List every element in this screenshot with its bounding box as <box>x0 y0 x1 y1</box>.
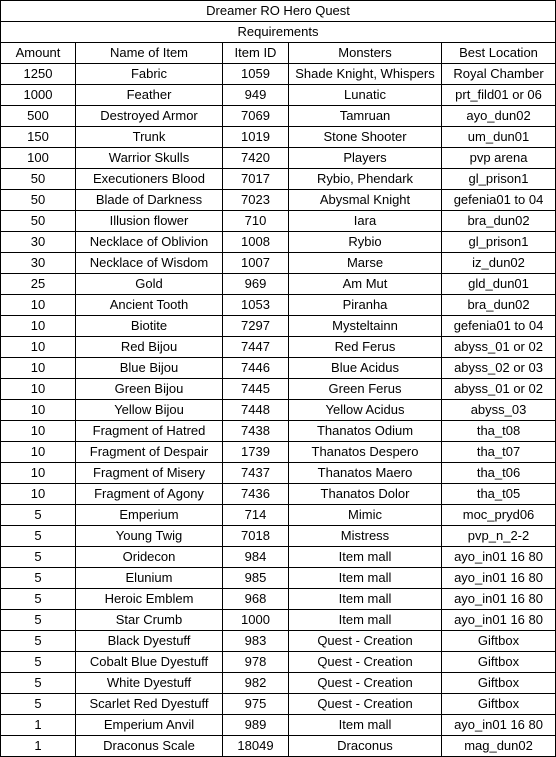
cell-amount: 1 <box>1 715 76 736</box>
cell-item-id: 949 <box>223 85 289 106</box>
cell-best-location: ayo_in01 16 80 <box>442 715 556 736</box>
cell-monsters: Quest - Creation <box>289 673 442 694</box>
header-name-of-item: Name of Item <box>76 43 223 64</box>
cell-monsters: Shade Knight, Whispers <box>289 64 442 85</box>
cell-monsters: Rybio, Phendark <box>289 169 442 190</box>
cell-item-id: 7445 <box>223 379 289 400</box>
cell-monsters: Stone Shooter <box>289 127 442 148</box>
cell-amount: 5 <box>1 631 76 652</box>
cell-monsters: Abysmal Knight <box>289 190 442 211</box>
cell-best-location: abyss_02 or 03 <box>442 358 556 379</box>
cell-monsters: Lunatic <box>289 85 442 106</box>
table-row <box>1 106 556 127</box>
cell-amount: 5 <box>1 505 76 526</box>
table-row <box>1 694 556 715</box>
cell-item-name: Necklace of Oblivion <box>76 232 223 253</box>
cell-item-id: 1019 <box>223 127 289 148</box>
cell-item-id: 983 <box>223 631 289 652</box>
cell-item-id: 1059 <box>223 64 289 85</box>
cell-item-id: 1007 <box>223 253 289 274</box>
table-row <box>1 484 556 505</box>
cell-best-location: iz_dun02 <box>442 253 556 274</box>
cell-best-location: gl_prison1 <box>442 169 556 190</box>
header-monsters: Monsters <box>289 43 442 64</box>
cell-item-id: 975 <box>223 694 289 715</box>
table-row <box>1 211 556 232</box>
cell-best-location: ayo_dun02 <box>442 106 556 127</box>
table-row <box>1 652 556 673</box>
cell-amount: 10 <box>1 484 76 505</box>
cell-best-location: Giftbox <box>442 694 556 715</box>
cell-monsters: Thanatos Maero <box>289 463 442 484</box>
cell-item-id: 969 <box>223 274 289 295</box>
cell-item-name: Illusion flower <box>76 211 223 232</box>
cell-monsters: Green Ferus <box>289 379 442 400</box>
cell-item-id: 7437 <box>223 463 289 484</box>
cell-item-id: 7069 <box>223 106 289 127</box>
cell-item-name: Necklace of Wisdom <box>76 253 223 274</box>
table-row <box>1 715 556 736</box>
cell-best-location: tha_t07 <box>442 442 556 463</box>
cell-item-name: Gold <box>76 274 223 295</box>
cell-item-id: 984 <box>223 547 289 568</box>
cell-amount: 1250 <box>1 64 76 85</box>
cell-best-location: gld_dun01 <box>442 274 556 295</box>
table-row <box>1 505 556 526</box>
table-row <box>1 295 556 316</box>
cell-item-name: Feather <box>76 85 223 106</box>
cell-amount: 25 <box>1 274 76 295</box>
cell-best-location: Giftbox <box>442 652 556 673</box>
cell-amount: 150 <box>1 127 76 148</box>
header-item-id: Item ID <box>223 43 289 64</box>
table-row <box>1 610 556 631</box>
cell-item-name: Star Crumb <box>76 610 223 631</box>
table-row <box>1 232 556 253</box>
cell-best-location: abyss_01 or 02 <box>442 337 556 358</box>
cell-amount: 1000 <box>1 85 76 106</box>
table-row <box>1 337 556 358</box>
cell-amount: 100 <box>1 148 76 169</box>
header-amount: Amount <box>1 43 76 64</box>
cell-amount: 50 <box>1 190 76 211</box>
cell-amount: 10 <box>1 316 76 337</box>
cell-best-location: Royal Chamber <box>442 64 556 85</box>
cell-monsters: Thanatos Odium <box>289 421 442 442</box>
cell-item-name: Executioners Blood <box>76 169 223 190</box>
cell-item-name: Draconus Scale <box>76 736 223 757</box>
cell-best-location: moc_pryd06 <box>442 505 556 526</box>
table-row <box>1 736 556 757</box>
cell-best-location: abyss_01 or 02 <box>442 379 556 400</box>
cell-best-location: tha_t05 <box>442 484 556 505</box>
cell-item-name: Blue Bijou <box>76 358 223 379</box>
cell-best-location: gl_prison1 <box>442 232 556 253</box>
cell-monsters: Item mall <box>289 547 442 568</box>
table-row <box>1 379 556 400</box>
cell-item-name: Elunium <box>76 568 223 589</box>
cell-item-id: 1008 <box>223 232 289 253</box>
cell-amount: 5 <box>1 652 76 673</box>
cell-best-location: ayo_in01 16 80 <box>442 610 556 631</box>
cell-item-name: Emperium Anvil <box>76 715 223 736</box>
table-row <box>1 148 556 169</box>
cell-best-location: ayo_in01 16 80 <box>442 589 556 610</box>
cell-item-name: Young Twig <box>76 526 223 547</box>
table-row <box>1 526 556 547</box>
cell-amount: 10 <box>1 442 76 463</box>
cell-best-location: tha_t08 <box>442 421 556 442</box>
cell-item-name: White Dyestuff <box>76 673 223 694</box>
cell-best-location: gefenia01 to 04 <box>442 316 556 337</box>
cell-monsters: Mysteltainn <box>289 316 442 337</box>
cell-monsters: Item mall <box>289 715 442 736</box>
cell-item-id: 7447 <box>223 337 289 358</box>
cell-amount: 10 <box>1 295 76 316</box>
cell-amount: 30 <box>1 232 76 253</box>
cell-amount: 5 <box>1 547 76 568</box>
cell-best-location: pvp_n_2-2 <box>442 526 556 547</box>
cell-item-id: 989 <box>223 715 289 736</box>
cell-best-location: prt_fild01 or 06 <box>442 85 556 106</box>
table-row <box>1 421 556 442</box>
cell-item-name: Ancient Tooth <box>76 295 223 316</box>
cell-amount: 10 <box>1 463 76 484</box>
cell-item-name: Fragment of Hatred <box>76 421 223 442</box>
cell-monsters: Blue Acidus <box>289 358 442 379</box>
cell-amount: 5 <box>1 568 76 589</box>
cell-item-name: Fragment of Misery <box>76 463 223 484</box>
table-row <box>1 253 556 274</box>
cell-monsters: Red Ferus <box>289 337 442 358</box>
cell-best-location: bra_dun02 <box>442 211 556 232</box>
cell-item-name: Trunk <box>76 127 223 148</box>
table-row <box>1 442 556 463</box>
table-row <box>1 85 556 106</box>
cell-item-id: 985 <box>223 568 289 589</box>
header-best-location: Best Location <box>442 43 556 64</box>
table-row <box>1 64 556 85</box>
cell-monsters: Quest - Creation <box>289 694 442 715</box>
cell-monsters: Item mall <box>289 610 442 631</box>
cell-amount: 50 <box>1 211 76 232</box>
cell-best-location: um_dun01 <box>442 127 556 148</box>
cell-item-id: 978 <box>223 652 289 673</box>
cell-amount: 1 <box>1 736 76 757</box>
cell-item-name: Destroyed Armor <box>76 106 223 127</box>
table-row <box>1 589 556 610</box>
cell-item-id: 7018 <box>223 526 289 547</box>
table-row <box>1 316 556 337</box>
cell-item-id: 982 <box>223 673 289 694</box>
sheet-title: Dreamer RO Hero Quest <box>1 1 556 22</box>
cell-monsters: Item mall <box>289 589 442 610</box>
cell-monsters: Players <box>289 148 442 169</box>
cell-item-id: 7448 <box>223 400 289 421</box>
cell-monsters: Piranha <box>289 295 442 316</box>
cell-item-id: 7017 <box>223 169 289 190</box>
cell-amount: 5 <box>1 673 76 694</box>
cell-item-name: Red Bijou <box>76 337 223 358</box>
cell-amount: 500 <box>1 106 76 127</box>
cell-monsters: Marse <box>289 253 442 274</box>
cell-monsters: Mistress <box>289 526 442 547</box>
cell-monsters: Thanatos Dolor <box>289 484 442 505</box>
cell-monsters: Item mall <box>289 568 442 589</box>
cell-item-name: Cobalt Blue Dyestuff <box>76 652 223 673</box>
cell-monsters: Rybio <box>289 232 442 253</box>
cell-monsters: Yellow Acidus <box>289 400 442 421</box>
table-row <box>1 358 556 379</box>
cell-item-id: 7420 <box>223 148 289 169</box>
cell-amount: 5 <box>1 589 76 610</box>
cell-item-id: 7438 <box>223 421 289 442</box>
cell-item-id: 714 <box>223 505 289 526</box>
cell-item-id: 7297 <box>223 316 289 337</box>
cell-best-location: abyss_03 <box>442 400 556 421</box>
cell-item-id: 1053 <box>223 295 289 316</box>
cell-item-id: 7436 <box>223 484 289 505</box>
cell-item-id: 710 <box>223 211 289 232</box>
cell-item-id: 7023 <box>223 190 289 211</box>
table-row <box>1 547 556 568</box>
header-row <box>1 43 556 64</box>
cell-item-name: Biotite <box>76 316 223 337</box>
cell-amount: 5 <box>1 610 76 631</box>
cell-best-location: gefenia01 to 04 <box>442 190 556 211</box>
cell-item-name: Blade of Darkness <box>76 190 223 211</box>
cell-best-location: bra_dun02 <box>442 295 556 316</box>
title-row <box>1 1 556 22</box>
cell-item-id: 18049 <box>223 736 289 757</box>
cell-monsters: Quest - Creation <box>289 631 442 652</box>
table-row <box>1 169 556 190</box>
cell-item-name: Scarlet Red Dyestuff <box>76 694 223 715</box>
cell-item-name: Fragment of Despair <box>76 442 223 463</box>
cell-best-location: ayo_in01 16 80 <box>442 568 556 589</box>
cell-amount: 10 <box>1 421 76 442</box>
cell-best-location: Giftbox <box>442 673 556 694</box>
cell-item-name: Fabric <box>76 64 223 85</box>
cell-amount: 10 <box>1 358 76 379</box>
cell-amount: 10 <box>1 400 76 421</box>
cell-amount: 10 <box>1 379 76 400</box>
cell-item-name: Black Dyestuff <box>76 631 223 652</box>
table-row <box>1 400 556 421</box>
table-row <box>1 127 556 148</box>
cell-item-name: Fragment of Agony <box>76 484 223 505</box>
cell-monsters: Iara <box>289 211 442 232</box>
cell-best-location: ayo_in01 16 80 <box>442 547 556 568</box>
cell-monsters: Am Mut <box>289 274 442 295</box>
cell-item-name: Green Bijou <box>76 379 223 400</box>
table-row <box>1 274 556 295</box>
cell-monsters: Tamruan <box>289 106 442 127</box>
cell-best-location: mag_dun02 <box>442 736 556 757</box>
cell-monsters: Quest - Creation <box>289 652 442 673</box>
cell-amount: 5 <box>1 694 76 715</box>
cell-item-id: 7446 <box>223 358 289 379</box>
cell-item-name: Oridecon <box>76 547 223 568</box>
cell-item-name: Heroic Emblem <box>76 589 223 610</box>
cell-item-id: 1000 <box>223 610 289 631</box>
cell-item-name: Yellow Bijou <box>76 400 223 421</box>
table-body <box>1 1 556 757</box>
cell-amount: 30 <box>1 253 76 274</box>
cell-monsters: Mimic <box>289 505 442 526</box>
cell-monsters: Thanatos Despero <box>289 442 442 463</box>
cell-best-location: tha_t06 <box>442 463 556 484</box>
cell-item-id: 1739 <box>223 442 289 463</box>
cell-amount: 5 <box>1 526 76 547</box>
table-row <box>1 673 556 694</box>
table-row <box>1 190 556 211</box>
cell-monsters: Draconus <box>289 736 442 757</box>
cell-amount: 50 <box>1 169 76 190</box>
cell-item-name: Emperium <box>76 505 223 526</box>
cell-best-location: pvp arena <box>442 148 556 169</box>
cell-item-name: Warrior Skulls <box>76 148 223 169</box>
sheet-subtitle: Requirements <box>1 22 556 43</box>
cell-item-id: 968 <box>223 589 289 610</box>
table-row <box>1 631 556 652</box>
subtitle-row <box>1 22 556 43</box>
table-row <box>1 463 556 484</box>
cell-best-location: Giftbox <box>442 631 556 652</box>
table-row <box>1 568 556 589</box>
cell-amount: 10 <box>1 337 76 358</box>
